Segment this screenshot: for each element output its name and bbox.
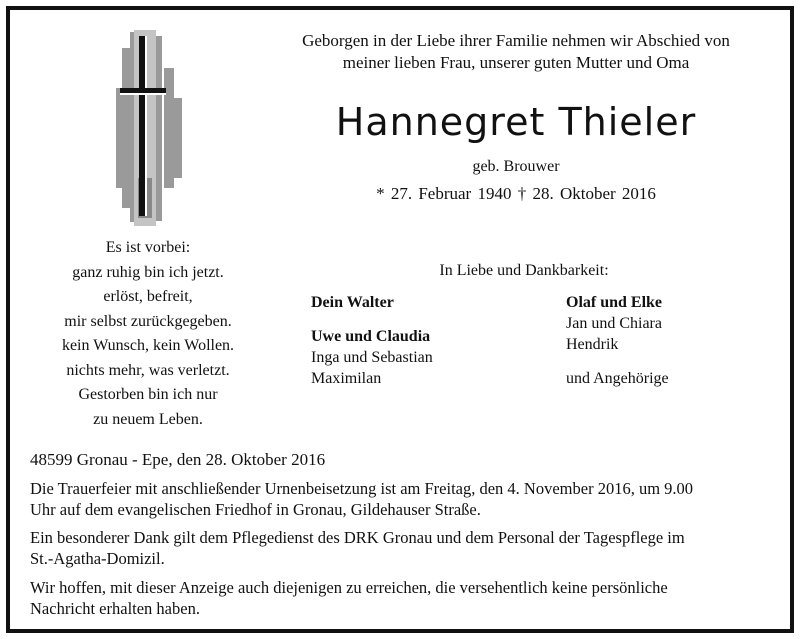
intro-line: meiner lieben Frau, unserer guten Mutter und Oma bbox=[342, 53, 690, 72]
thanks-line: In Liebe und Dankbarkeit: bbox=[439, 262, 609, 279]
poem-line: kein Wunsch, kein Wollen. bbox=[61, 337, 235, 354]
family-right bbox=[566, 292, 669, 389]
family-member: Maximilan bbox=[311, 370, 382, 387]
poem-line: Gestorben bin ich nur bbox=[78, 386, 218, 403]
poem bbox=[20, 236, 276, 432]
cross-icon bbox=[108, 28, 188, 228]
deceased-name: Hannegret Thieler bbox=[335, 100, 697, 144]
funeral-line: Die Trauerfeier mit anschließender Urnenbeisetzung ist am Freitag, den 4. November 2016, um 9.00 bbox=[30, 479, 694, 498]
poem-line: zu neuem Leben. bbox=[93, 410, 203, 428]
family-couple: Olaf und Elke bbox=[566, 294, 663, 311]
intro-line: Geborgen in der Liebe ihrer Familie nehmen wir Abschied von bbox=[302, 31, 730, 50]
gratitude-line: St.-Agatha-Domizil. bbox=[30, 549, 165, 568]
funeral-line: Uhr auf dem evangelischen Friedhof in Gronau, Gildehauser Straße. bbox=[30, 500, 481, 519]
intro-text bbox=[248, 30, 784, 74]
family-left bbox=[311, 292, 433, 389]
husband-name: Dein Walter bbox=[311, 294, 394, 311]
place-date: 48599 Gronau - Epe, den 28. Oktober 2016 bbox=[30, 450, 326, 469]
gratitude-text bbox=[30, 527, 780, 569]
poem-line: ganz ruhig bin ich jetzt. bbox=[72, 263, 224, 281]
family-member: Jan und Chiara bbox=[566, 315, 662, 332]
life-dates: * 27. Februar 1940 † 28. Oktober 2016 bbox=[376, 184, 656, 203]
family-member: Hendrik bbox=[566, 336, 619, 353]
relatives: und Angehörige bbox=[566, 370, 669, 387]
birth-name: geb. Brouwer bbox=[472, 158, 560, 175]
funeral-info bbox=[30, 478, 780, 520]
closing-note bbox=[30, 577, 780, 619]
gratitude-line: Ein besonderer Dank gilt dem Pflegedienst des DRK Gronau und dem Personal der Tagespflege im bbox=[30, 528, 685, 547]
poem-line: Es ist vorbei: bbox=[105, 239, 191, 256]
poem-line: mir selbst zurückgegeben. bbox=[64, 312, 232, 330]
family-couple: Uwe und Claudia bbox=[311, 328, 431, 345]
poem-line: nichts mehr, was verletzt. bbox=[66, 361, 230, 379]
note-line: Wir hoffen, mit dieser Anzeige auch diejenigen zu erreichen, die versehentlich keine persönliche bbox=[30, 578, 668, 597]
poem-line: erlöst, befreit, bbox=[103, 288, 193, 305]
note-line: Nachricht erhalten haben. bbox=[30, 599, 200, 618]
family-member: Inga und Sebastian bbox=[311, 349, 433, 366]
